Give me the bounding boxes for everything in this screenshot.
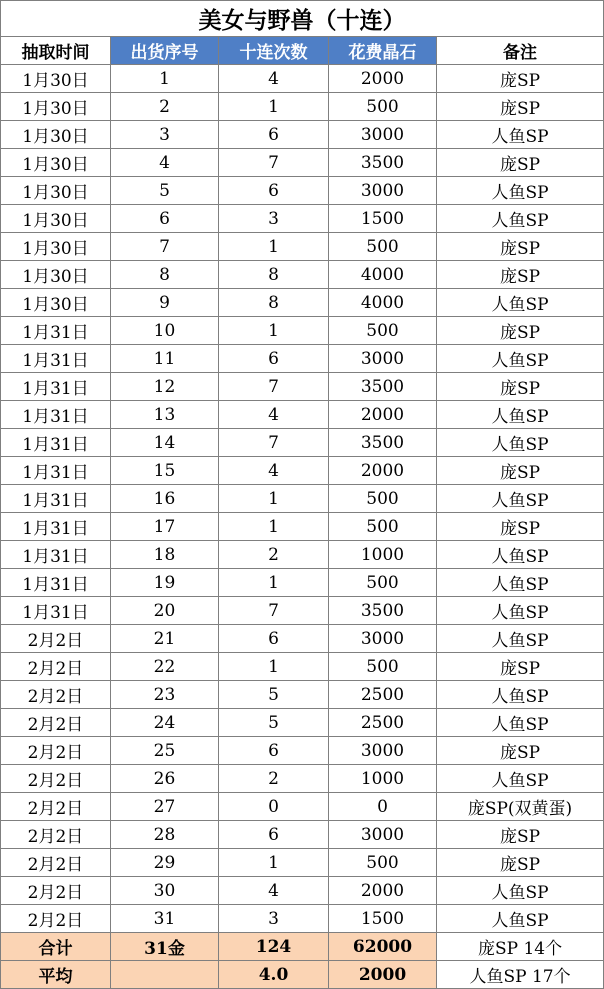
cell-draw-time: 1月31日: [1, 429, 111, 457]
cell-ten-pull-count: 5: [219, 681, 329, 709]
cell-ten-pull-count: 4: [219, 457, 329, 485]
table-row: [1, 345, 604, 373]
table-row: [1, 485, 604, 513]
table-row: [1, 849, 604, 877]
total-count: 31金: [111, 933, 219, 961]
cell-drop-number: 19: [111, 569, 219, 597]
cell-remarks: 人鱼SP: [437, 401, 604, 429]
cell-draw-time: 1月30日: [1, 233, 111, 261]
cell-draw-time: 1月31日: [1, 457, 111, 485]
table-row: [1, 681, 604, 709]
cell-crystal-cost: 3000: [329, 821, 437, 849]
cell-crystal-cost: 500: [329, 513, 437, 541]
table-row: [1, 597, 604, 625]
cell-drop-number: 7: [111, 233, 219, 261]
cell-draw-time: 2月2日: [1, 765, 111, 793]
cell-remarks: 庞SP: [437, 149, 604, 177]
cell-ten-pull-count: 1: [219, 849, 329, 877]
cell-draw-time: 2月2日: [1, 737, 111, 765]
cell-ten-pull-count: 7: [219, 429, 329, 457]
cell-draw-time: 1月31日: [1, 485, 111, 513]
cell-drop-number: 9: [111, 289, 219, 317]
cell-ten-pull-count: 7: [219, 149, 329, 177]
cell-crystal-cost: 500: [329, 317, 437, 345]
header-drop-number: 出货序号: [111, 37, 219, 65]
cell-remarks: 庞SP: [437, 821, 604, 849]
cell-remarks: 庞SP: [437, 737, 604, 765]
cell-draw-time: 1月30日: [1, 149, 111, 177]
cell-crystal-cost: 3500: [329, 373, 437, 401]
cell-ten-pull-count: 4: [219, 401, 329, 429]
cell-drop-number: 8: [111, 261, 219, 289]
cell-ten-pull-count: 8: [219, 289, 329, 317]
cell-remarks: 人鱼SP: [437, 289, 604, 317]
cell-drop-number: 15: [111, 457, 219, 485]
table-row: [1, 625, 604, 653]
table-row: [1, 737, 604, 765]
sheet-title: 美女与野兽（十连）: [1, 1, 604, 37]
cell-ten-pull-count: 6: [219, 821, 329, 849]
cell-draw-time: 1月30日: [1, 65, 111, 93]
average-label: 平均: [1, 961, 111, 989]
cell-crystal-cost: 3000: [329, 121, 437, 149]
cell-ten-pull-count: 1: [219, 93, 329, 121]
cell-remarks: 人鱼SP: [437, 905, 604, 933]
cell-remarks: 庞SP: [437, 653, 604, 681]
cell-crystal-cost: 3500: [329, 429, 437, 457]
average-row: [1, 961, 604, 989]
cell-ten-pull-count: 1: [219, 233, 329, 261]
cell-ten-pull-count: 6: [219, 737, 329, 765]
cell-drop-number: 4: [111, 149, 219, 177]
header-ten-pull-count: 十连次数: [219, 37, 329, 65]
cell-drop-number: 13: [111, 401, 219, 429]
cell-crystal-cost: 2000: [329, 401, 437, 429]
table-row: [1, 905, 604, 933]
cell-crystal-cost: 3500: [329, 149, 437, 177]
table-row: [1, 821, 604, 849]
cell-drop-number: 3: [111, 121, 219, 149]
cell-crystal-cost: 500: [329, 653, 437, 681]
cell-remarks: 庞SP: [437, 65, 604, 93]
cell-crystal-cost: 3000: [329, 737, 437, 765]
cell-remarks: 人鱼SP: [437, 877, 604, 905]
average-count: [111, 961, 219, 989]
cell-drop-number: 28: [111, 821, 219, 849]
header-row: [1, 37, 604, 65]
table-row: [1, 401, 604, 429]
cell-remarks: 人鱼SP: [437, 429, 604, 457]
cell-remarks: 人鱼SP: [437, 345, 604, 373]
total-label: 合计: [1, 933, 111, 961]
cell-drop-number: 12: [111, 373, 219, 401]
table-row: [1, 93, 604, 121]
cell-ten-pull-count: 4: [219, 65, 329, 93]
table-row: [1, 373, 604, 401]
cell-draw-time: 1月30日: [1, 261, 111, 289]
title-row: [1, 1, 604, 37]
table-row: [1, 261, 604, 289]
cell-ten-pull-count: 7: [219, 373, 329, 401]
cell-remarks: 人鱼SP: [437, 569, 604, 597]
cell-remarks: 庞SP: [437, 457, 604, 485]
cell-draw-time: 2月2日: [1, 709, 111, 737]
cell-drop-number: 18: [111, 541, 219, 569]
cell-ten-pull-count: 0: [219, 793, 329, 821]
cell-remarks: 人鱼SP: [437, 709, 604, 737]
cell-remarks: 人鱼SP: [437, 541, 604, 569]
cell-drop-number: 17: [111, 513, 219, 541]
table-row: [1, 177, 604, 205]
table-row: [1, 233, 604, 261]
cell-crystal-cost: 2000: [329, 65, 437, 93]
cell-ten-pull-count: 4: [219, 877, 329, 905]
cell-drop-number: 2: [111, 93, 219, 121]
cell-ten-pull-count: 6: [219, 177, 329, 205]
header-remarks: 备注: [437, 37, 604, 65]
cell-remarks: 庞SP: [437, 373, 604, 401]
cell-ten-pull-count: 1: [219, 513, 329, 541]
cell-crystal-cost: 500: [329, 569, 437, 597]
cell-drop-number: 30: [111, 877, 219, 905]
cell-draw-time: 2月2日: [1, 905, 111, 933]
cell-drop-number: 6: [111, 205, 219, 233]
cell-drop-number: 24: [111, 709, 219, 737]
cell-draw-time: 2月2日: [1, 793, 111, 821]
cell-ten-pull-count: 1: [219, 569, 329, 597]
cell-drop-number: 26: [111, 765, 219, 793]
cell-remarks: 人鱼SP: [437, 625, 604, 653]
cell-crystal-cost: 1500: [329, 205, 437, 233]
cell-crystal-cost: 3000: [329, 177, 437, 205]
cell-ten-pull-count: 2: [219, 541, 329, 569]
cell-ten-pull-count: 7: [219, 597, 329, 625]
summary-note-mermaid: 人鱼SP 17个: [437, 961, 604, 989]
cell-ten-pull-count: 1: [219, 485, 329, 513]
cell-ten-pull-count: 5: [219, 709, 329, 737]
total-row: [1, 933, 604, 961]
cell-remarks: 人鱼SP: [437, 681, 604, 709]
cell-remarks: 庞SP: [437, 849, 604, 877]
cell-draw-time: 2月2日: [1, 849, 111, 877]
cell-drop-number: 1: [111, 65, 219, 93]
cell-drop-number: 21: [111, 625, 219, 653]
cell-draw-time: 1月30日: [1, 205, 111, 233]
average-pulls: 4.0: [219, 961, 329, 989]
cell-draw-time: 1月31日: [1, 569, 111, 597]
cell-draw-time: 1月30日: [1, 93, 111, 121]
cell-draw-time: 2月2日: [1, 625, 111, 653]
cell-draw-time: 1月31日: [1, 345, 111, 373]
cell-remarks: 人鱼SP: [437, 597, 604, 625]
cell-draw-time: 2月2日: [1, 681, 111, 709]
cell-crystal-cost: 0: [329, 793, 437, 821]
table-row: [1, 457, 604, 485]
cell-crystal-cost: 500: [329, 485, 437, 513]
cell-ten-pull-count: 3: [219, 205, 329, 233]
cell-remarks: 人鱼SP: [437, 765, 604, 793]
cell-draw-time: 1月31日: [1, 317, 111, 345]
cell-crystal-cost: 1000: [329, 541, 437, 569]
table-row: [1, 709, 604, 737]
table-row: [1, 289, 604, 317]
cell-remarks: 庞SP: [437, 513, 604, 541]
cell-crystal-cost: 2000: [329, 457, 437, 485]
cell-draw-time: 1月30日: [1, 289, 111, 317]
cell-crystal-cost: 1500: [329, 905, 437, 933]
cell-ten-pull-count: 1: [219, 317, 329, 345]
cell-draw-time: 1月31日: [1, 513, 111, 541]
cell-drop-number: 11: [111, 345, 219, 373]
cell-crystal-cost: 4000: [329, 289, 437, 317]
cell-crystal-cost: 2000: [329, 877, 437, 905]
total-pulls: 124: [219, 933, 329, 961]
cell-draw-time: 2月2日: [1, 821, 111, 849]
table-row: [1, 765, 604, 793]
cell-draw-time: 1月30日: [1, 177, 111, 205]
cell-drop-number: 5: [111, 177, 219, 205]
cell-drop-number: 23: [111, 681, 219, 709]
cell-draw-time: 2月2日: [1, 877, 111, 905]
cell-ten-pull-count: 6: [219, 625, 329, 653]
cell-drop-number: 20: [111, 597, 219, 625]
cell-ten-pull-count: 3: [219, 905, 329, 933]
cell-remarks: 人鱼SP: [437, 485, 604, 513]
cell-remarks: 人鱼SP: [437, 121, 604, 149]
table-row: [1, 541, 604, 569]
cell-draw-time: 1月31日: [1, 541, 111, 569]
table-row: [1, 205, 604, 233]
cell-draw-time: 1月31日: [1, 373, 111, 401]
summary-note-pang: 庞SP 14个: [437, 933, 604, 961]
cell-crystal-cost: 500: [329, 233, 437, 261]
cell-ten-pull-count: 8: [219, 261, 329, 289]
table-row: [1, 121, 604, 149]
cell-drop-number: 25: [111, 737, 219, 765]
header-draw-time: 抽取时间: [1, 37, 111, 65]
table-row: [1, 877, 604, 905]
cell-remarks: 庞SP: [437, 317, 604, 345]
average-cost: 2000: [329, 961, 437, 989]
cell-drop-number: 31: [111, 905, 219, 933]
cell-ten-pull-count: 2: [219, 765, 329, 793]
cell-crystal-cost: 4000: [329, 261, 437, 289]
table-row: [1, 317, 604, 345]
table-row: [1, 569, 604, 597]
cell-drop-number: 14: [111, 429, 219, 457]
cell-remarks: 庞SP: [437, 93, 604, 121]
total-cost: 62000: [329, 933, 437, 961]
cell-crystal-cost: 3500: [329, 597, 437, 625]
cell-remarks: 人鱼SP: [437, 177, 604, 205]
cell-remarks: 庞SP: [437, 261, 604, 289]
cell-drop-number: 10: [111, 317, 219, 345]
cell-drop-number: 16: [111, 485, 219, 513]
cell-draw-time: 1月30日: [1, 121, 111, 149]
header-crystal-cost: 花费晶石: [329, 37, 437, 65]
table-row: [1, 513, 604, 541]
cell-remarks: 庞SP: [437, 233, 604, 261]
cell-crystal-cost: 1000: [329, 765, 437, 793]
cell-crystal-cost: 2500: [329, 681, 437, 709]
table-row: [1, 653, 604, 681]
cell-draw-time: 1月31日: [1, 597, 111, 625]
cell-ten-pull-count: 6: [219, 121, 329, 149]
cell-ten-pull-count: 6: [219, 345, 329, 373]
table-row: [1, 65, 604, 93]
cell-remarks: 庞SP(双黄蛋): [437, 793, 604, 821]
cell-crystal-cost: 500: [329, 93, 437, 121]
cell-remarks: 人鱼SP: [437, 205, 604, 233]
cell-drop-number: 27: [111, 793, 219, 821]
cell-crystal-cost: 3000: [329, 625, 437, 653]
cell-draw-time: 2月2日: [1, 653, 111, 681]
cell-draw-time: 1月31日: [1, 401, 111, 429]
table-row: [1, 149, 604, 177]
cell-crystal-cost: 2500: [329, 709, 437, 737]
cell-drop-number: 29: [111, 849, 219, 877]
cell-drop-number: 22: [111, 653, 219, 681]
table-row: [1, 793, 604, 821]
table-row: [1, 429, 604, 457]
cell-crystal-cost: 500: [329, 849, 437, 877]
cell-crystal-cost: 3000: [329, 345, 437, 373]
cell-ten-pull-count: 1: [219, 653, 329, 681]
